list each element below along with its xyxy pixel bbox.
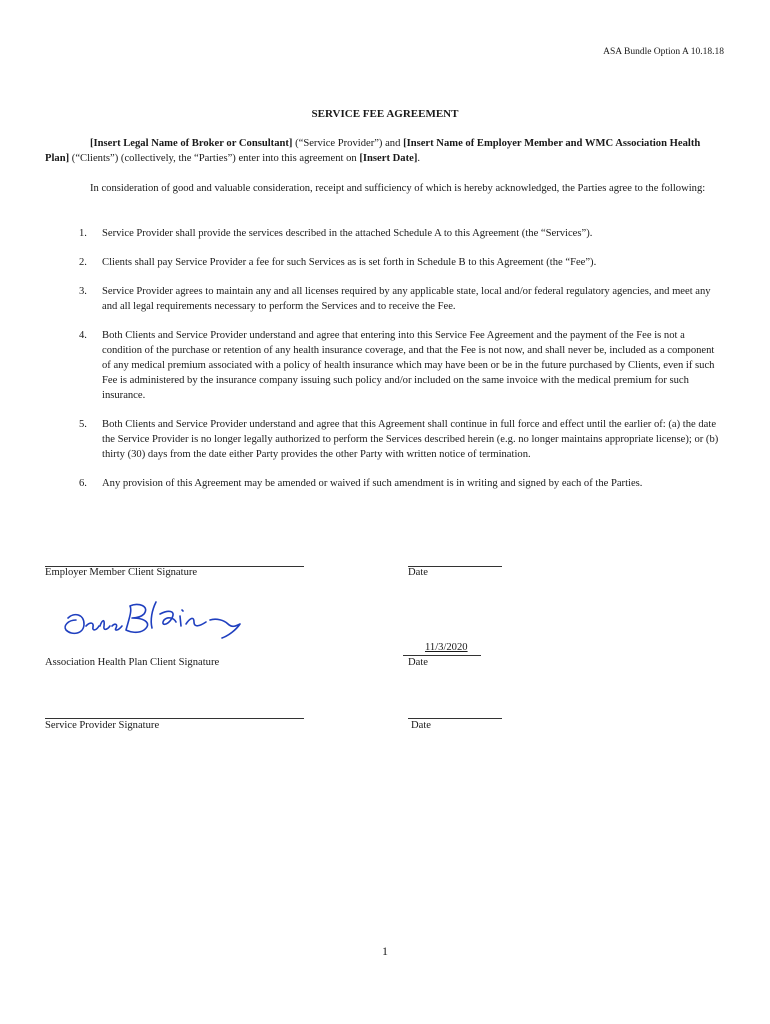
intro-paragraph [45,136,720,166]
clause-text: Both Clients and Service Provider understand and agree that entering into this Service Fee Agreement and the payment of the Fee is not a condition of the purchase or retention of any health insurance coverage, and that the Fee is not now, and shall never be, included as a component of any medical premium associated with a policy of health insurance which may have been or be in the future purchased by Clients, even if such Fee is administered by the insurance company issuing such policy and/or included on the same invoice with the medical premium for such insurance. [102,330,715,401]
intro-text-3: . [417,153,420,164]
provider-signature-line[interactable] [45,718,304,719]
intro-text-2: (“Clients”) (collectively, the “Parties”) enter into this agreement on [69,153,360,164]
provider-date-label: Date [411,720,431,731]
ahp-date-line[interactable] [403,655,481,656]
clause-text: Service Provider agrees to maintain any and all licenses required by any applicable state, local and/or federal regulatory agencies, and meet any and all legal requirements necessary to perform the Services and to receive the Fee. [102,286,711,312]
employer-signature-label: Employer Member Client Signature [45,567,198,578]
employer-placeholder: [Insert Name of Employer Member and WMC Association Health Plan] [45,138,701,164]
clause-number: 4. [79,330,87,341]
clause-text: Both Clients and Service Provider understand and agree that this Agreement shall continue in full force and effect until the earlier of: (a) the date the Service Provider is no longer legally authorized to perform the Services described herein (e.g. no longer maintains appropriate license); or (b) thirty (30) days from the date either Party provides the other Party with written notice of termination. [102,419,719,460]
consideration-paragraph [45,181,720,196]
handwritten-signature [60,596,245,656]
ahp-date-label: Date [408,657,428,668]
clause-number: 1. [79,228,87,239]
date-placeholder: [Insert Date] [359,153,418,164]
page-number: 1 [382,944,388,958]
employer-date-label: Date [408,567,428,578]
provider-date-line[interactable] [408,718,502,719]
broker-placeholder: [Insert Legal Name of Broker or Consultant] [90,138,293,149]
clause-item [45,328,725,403]
intro-text-1: (“Service Provider”) and [292,138,404,149]
clause-number: 2. [79,257,87,268]
clause-item [45,476,725,491]
document-reference: ASA Bundle Option A 10.18.18 [603,47,724,57]
ahp-signature-label: Association Health Plan Client Signature [45,657,220,668]
clause-text: Clients shall pay Service Provider a fee for such Services as is set forth in Schedule B to this Agreement (the “Fee”). [102,257,597,268]
clause-item [45,417,725,462]
clause-text: Any provision of this Agreement may be amended or waived if such amendment is in writing and signed by each of the Parties. [102,478,643,489]
clause-number: 5. [79,419,87,430]
provider-signature-label: Service Provider Signature [45,720,160,731]
agreement-title: SERVICE FEE AGREEMENT [311,108,459,120]
clause-number: 6. [79,478,87,489]
clause-text: Service Provider shall provide the services described in the attached Schedule A to this Agreement (the “Services”). [102,228,593,239]
clause-item [45,284,725,314]
clause-item [45,226,725,241]
consideration-text: In consideration of good and valuable consideration, receipt and sufficiency of which is hereby acknowledged, the Parties agree to the following: [90,183,706,194]
ahp-date-value: 11/3/2020 [425,642,468,653]
clause-number: 3. [79,286,87,297]
clause-item [45,255,725,270]
clause-list [45,226,725,491]
